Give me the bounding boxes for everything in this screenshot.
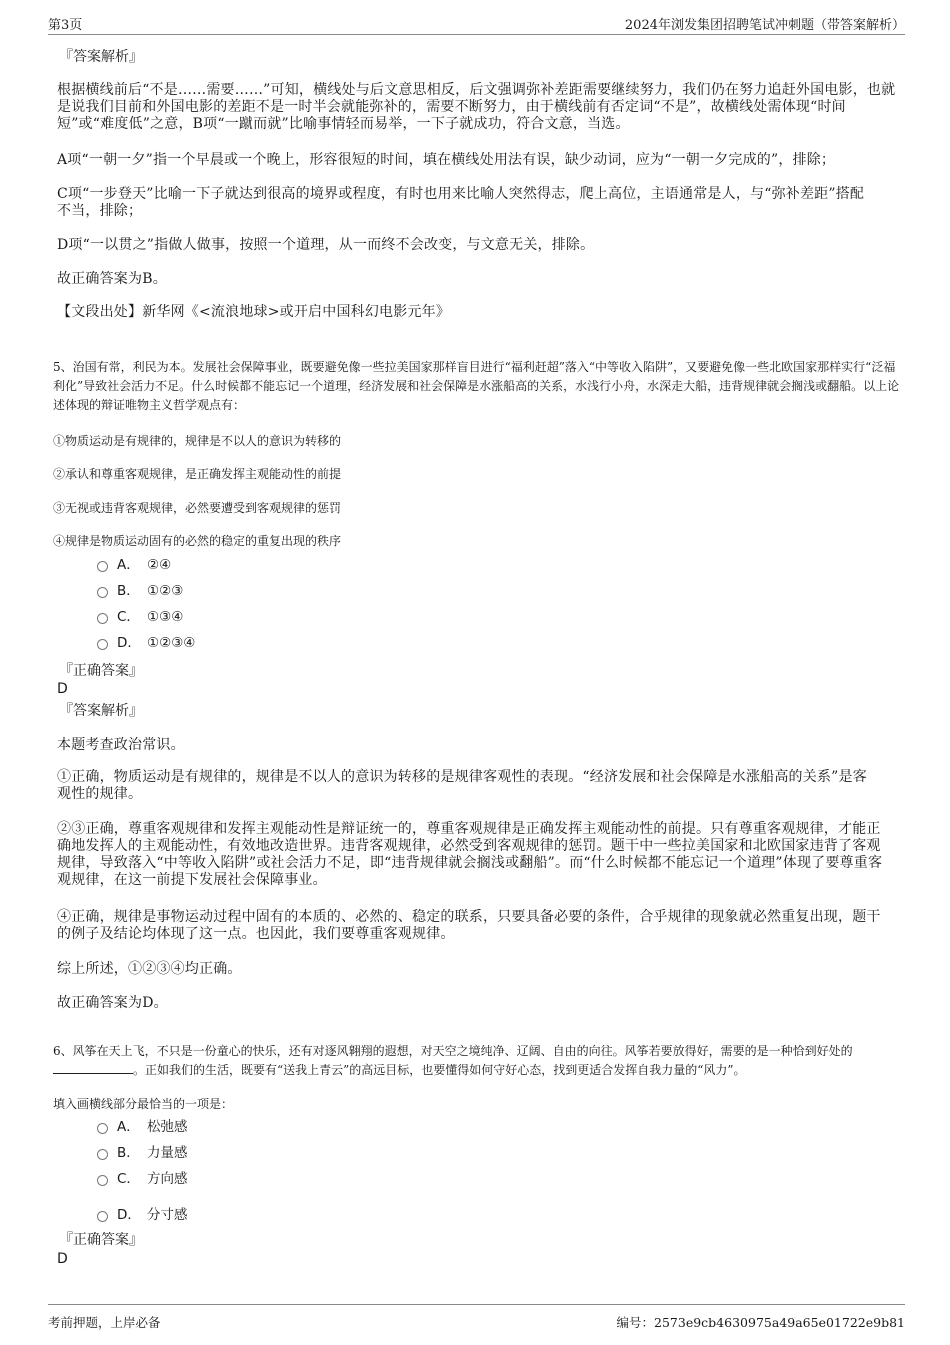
- q5-analysis-intro: 本题考查政治常识。: [57, 737, 185, 753]
- q4-source: 【文段出处】新华网《<流浪地球>或开启中国科幻电影元年》: [57, 304, 451, 320]
- radio-icon[interactable]: [97, 639, 108, 650]
- q4-analysis-option-a: A项“一朝一夕”指一个早晨或一个晚上，形容很短的时间，填在横线处用法有误，缺少动词，应为“一朝一夕完成的”，排除；: [57, 152, 836, 168]
- q5-analysis-summary: 综上所述，①②③④均正确。: [57, 961, 242, 977]
- q5-answer: D: [57, 681, 68, 697]
- document-id: 编号：2573e9cb4630975a49a65e01722e9b81: [616, 1315, 905, 1330]
- q6-answer: D: [57, 1251, 68, 1267]
- q5-answer-label: 『正确答案』: [59, 663, 143, 679]
- q5-analysis-4: ④正确，规律是事物运动过程中固有的本质的、必然的、稳定的联系，只要具备必要的条件，合乎规律的现象就必然重复出现，题干的例子及结论均体现了这一点。也因此，我们要尊重客观规律。: [57, 909, 881, 942]
- radio-icon[interactable]: [97, 1123, 108, 1134]
- q5-stem: 5、治国有常，利民为本。发展社会保障事业，既要避免像一些拉美国家那样盲目进行“福利赶超”落入“中等收入陷阱”，又要避免像一些北欧国家那样实行“泛福利化”导致社会活力不足。什么时候都不能忘记一个道理，经济发展和社会保障是水涨船高的关系，水浅行小舟，水深走大船，违背规律就会搁浅或翻船。以上论述体现的辩证唯物主义哲学观点有：: [53, 360, 900, 412]
- q4-analysis-para1: 根据横线前后“不是……需要……”可知，横线处与后文意思相反，后文强调弥补差距需要继续努力，我们仍在努力追赶外国电影，也就是说我们目前和外国电影的差距不是一时半会就能弥补的，需要不断努力，由于横线前有否定词“不是”，故横线处需体现“时间短”或“难度低”之意，B项“一蹴而就”比喻事情轻而易举，一下子就成功，符合文意，当选。: [57, 82, 896, 132]
- q5-statement-2: ②承认和尊重客观规律，是正确发挥主观能动性的前提: [53, 467, 342, 481]
- page-number: 第3页: [48, 18, 83, 33]
- q5-analysis-1: ①正确，物质运动是有规律的，规律是不以人的意识为转移的是规律客观性的表现。“经济发展和社会保障是水涨船高的关系”是客观性的规律。: [57, 769, 867, 802]
- q5-statement-4: ④规律是物质运动固有的必然的稳定的重复出现的秩序: [53, 534, 342, 548]
- q5-analysis-label: 『答案解析』: [59, 703, 143, 719]
- radio-icon[interactable]: [97, 1175, 108, 1186]
- q4-conclusion: 故正确答案为B。: [57, 271, 167, 287]
- q6-options: [57, 1118, 457, 1232]
- q6-stem: 6、风筝在天上飞，不只是一份童心的快乐，还有对逐风翱翔的遐想，对天空之境纯净、辽阔、自由的向往。风筝若要放得好，需要的是一种恰到好处的。正如我们的生活，既要有“送我上青云”的高远目标，也要懂得如何守好心态，找到更适合发挥自我力量的“风力”。: [53, 1044, 853, 1077]
- q6-option-b[interactable]: B． 力量感: [57, 1144, 457, 1170]
- q5-option-b[interactable]: B． ①②③: [57, 582, 457, 608]
- q5-options: [57, 556, 457, 660]
- q4-analysis-option-d: D项“一以贯之”指做人做事，按照一个道理，从一而终不会改变，与文意无关，排除。: [57, 237, 595, 253]
- q5-option-d[interactable]: D． ①②③④: [57, 634, 457, 660]
- document-title: 2024年浏发集团招聘笔试冲刺题（带答案解析）: [624, 18, 905, 33]
- q5-analysis-23: ②③正确，尊重客观规律和发挥主观能动性是辩证统一的，尊重客观规律是正确发挥主观能动性的前提。只有尊重客观规律，才能正确地发挥人的主观能动性，有效地改造世界。违背客观规律，必然受到客观规律的惩罚。题干中一些拉美国家和北欧国家违背了客观规律，导致落入“中等收入陷阱”或社会活力不足，即“违背规律就会搁浅或翻船”。而“什么时候都不能忘记一个道理”体现了要尊重客观规律，在这一前提下发展社会保障事业。: [57, 821, 883, 888]
- q4-analysis-option-c: C项“一步登天”比喻一下子就达到很高的境界或程度，有时也用来比喻人突然得志，爬上高位，主语通常是人，与“弥补差距”搭配不当，排除；: [57, 186, 865, 219]
- q5-option-c[interactable]: C． ①③④: [57, 608, 457, 634]
- q6-answer-label: 『正确答案』: [59, 1232, 143, 1248]
- q4-analysis-label: 『答案解析』: [59, 49, 143, 65]
- radio-icon[interactable]: [97, 1149, 108, 1160]
- q6-blank: [53, 1061, 133, 1074]
- footer-slogan: 考前押题，上岸必备: [48, 1315, 161, 1330]
- q5-statement-3: ③无视或违背客观规律，必然要遭受到客观规律的惩罚: [53, 501, 342, 515]
- q6-prompt: 填入画横线部分最恰当的一项是：: [53, 1097, 234, 1111]
- radio-icon[interactable]: [97, 1211, 108, 1222]
- radio-icon[interactable]: [97, 587, 108, 598]
- q6-option-d[interactable]: D． 分寸感: [57, 1206, 457, 1232]
- radio-icon[interactable]: [97, 613, 108, 624]
- page-header: [48, 14, 905, 35]
- q5-statement-1: ①物质运动是有规律的，规律是不以人的意识为转移的: [53, 434, 342, 448]
- radio-icon[interactable]: [97, 561, 108, 572]
- q6-option-c[interactable]: C． 方向感: [57, 1170, 457, 1196]
- page-footer: [48, 1304, 905, 1331]
- q5-option-a[interactable]: A． ②④: [57, 556, 457, 582]
- q6-option-a[interactable]: A． 松弛感: [57, 1118, 457, 1144]
- q5-analysis-conclusion: 故正确答案为D。: [57, 995, 168, 1011]
